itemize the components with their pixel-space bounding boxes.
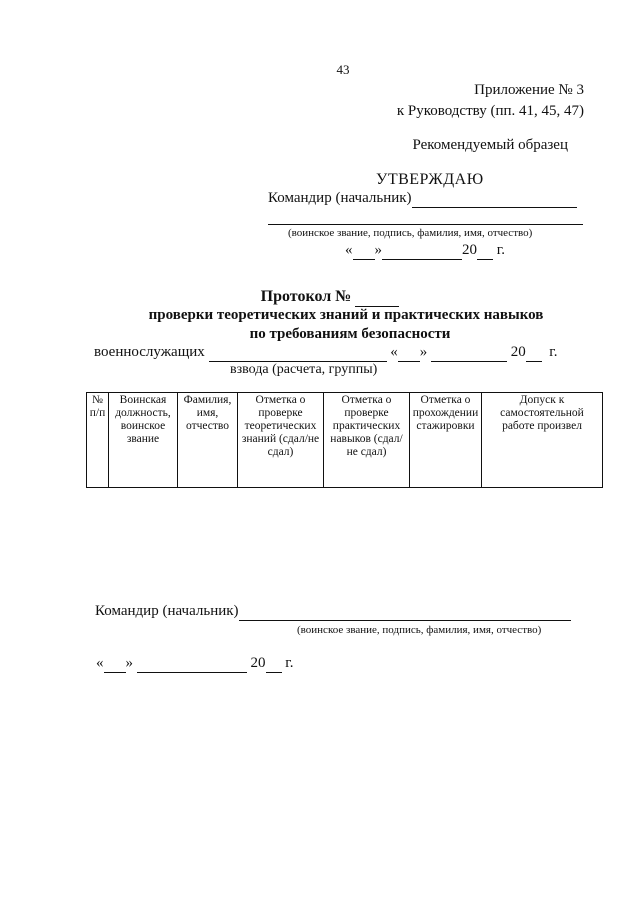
footer-month-field: [137, 655, 247, 673]
protocol-year-field: [526, 344, 542, 362]
approval-year-field: [477, 242, 493, 260]
approval-signature-field: [412, 190, 577, 208]
protocol-day-field: [398, 344, 420, 362]
recommended-sample-label: Рекомендуемый образец: [412, 137, 568, 153]
approval-month-field: [382, 242, 462, 260]
approval-day-field: [353, 242, 375, 260]
footer-caption: (воинское звание, подпись, фамилия, имя, отчество): [297, 624, 542, 636]
footer-day-field: [104, 655, 126, 673]
footer-year-field: [266, 655, 282, 673]
header-position-rank: Воинская должность, воинское звание: [109, 393, 178, 488]
header-admission: Допуск к самостоятельной работе произвел: [482, 393, 603, 488]
footer-commander-label: Командир (начальник): [95, 603, 239, 619]
footer-commander-line: [95, 603, 571, 621]
page-number: 43: [336, 62, 350, 77]
unit-field: [209, 344, 387, 362]
approval-heading: УТВЕРЖДАЮ: [376, 171, 484, 188]
footer-date: « » 20 г.: [96, 655, 294, 671]
approval-caption: (воинское звание, подпись, фамилия, имя, отчество): [288, 227, 533, 239]
header-practice-check: Отметка о проверке практических навыков (сдал/не сдал): [324, 393, 410, 488]
header-full-name: Фамилия, имя, отчество: [178, 393, 238, 488]
header-internship: Отметка о прохождении стажировки: [410, 393, 482, 488]
protocol-subtitle-1: проверки теоретических знаний и практических навыков: [148, 307, 544, 323]
protocol-title: Протокол №: [10, 288, 640, 307]
approval-commander-line: [268, 190, 577, 208]
footer-signature-field: [239, 603, 571, 621]
protocol-table: [86, 392, 603, 488]
protocol-number-field: [355, 288, 399, 307]
header-theory-check: Отметка о проверке теоретических знаний (сдал/не сдал): [238, 393, 324, 488]
approval-rank-line: [268, 224, 583, 225]
approval-commander-label: Командир (начальник): [268, 190, 412, 206]
header-number: № п/п: [87, 393, 109, 488]
protocol-month-field: [431, 344, 507, 362]
appendix-reference: к Руководству (пп. 41, 45, 47): [396, 103, 584, 119]
appendix-number: Приложение № 3: [474, 82, 584, 98]
platoon-caption: взвода (расчета, группы): [230, 362, 378, 377]
military-line: военнослужащих « » 20 г.: [94, 344, 558, 360]
protocol-subtitle-2: по требованиям безопасности: [249, 326, 451, 342]
approval-date: « » 20 г.: [345, 242, 505, 258]
